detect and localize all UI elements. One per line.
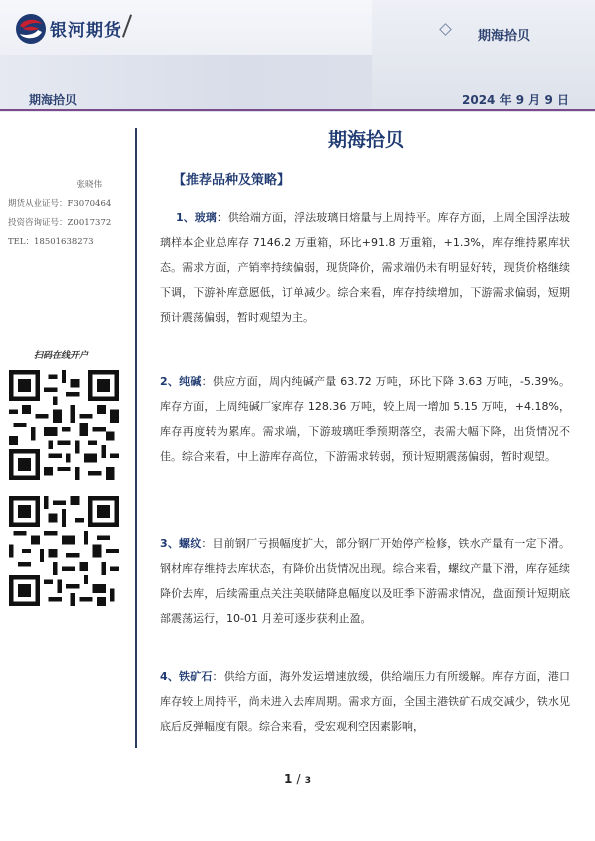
page-header [0,0,595,112]
qr-code-account-open[interactable] [9,370,119,480]
logo-slash [122,14,132,37]
item-number: 4、 [160,670,180,683]
analyst-name: 张晓伟 [76,180,102,190]
item-name: 纯碱 [179,375,202,388]
strategy-item-iron-ore [160,664,570,739]
item-text: ：供给端方面，浮法玻璃日熔量与上周持平。库存方面，上周全国浮法玻璃样本企业总库存 7146.2 万重箱，环比+91.8 万重箱，+1.3%，库存维持累库状态。需求方面，产销率持续偏弱，现货降价，需求端仍未有明显好转，现货价格继续下调，下游补库意愿低，订单减少。综合来看，库存持续增加，下游需求偏弱，短期预计震荡偏弱，暂时观望为主。 [160,211,571,324]
total-pages: 3 [304,776,312,786]
item-number: 2、 [160,375,180,388]
page-title: 期海拾贝 [327,129,404,151]
strategy-item-glass [160,205,570,330]
sidebar-divider [135,128,137,748]
analyst-tel: TEL：18501638273 [8,237,94,247]
section-heading: 【推荐品种及策略】 [173,173,291,188]
header-divider [0,109,595,111]
qr-code-app-download[interactable] [9,496,119,606]
analyst-contact [8,176,124,252]
advisor-license: 投资咨询证号：Z0017372 [8,218,112,228]
header-brand-title: 期海拾贝 [478,29,531,44]
scan-label: 扫码在线开户 [34,351,89,361]
header-report-name: 期海拾贝 [29,93,78,107]
item-text: ：供应方面，周内纯碱产量 63.72 万吨，环比下降 3.63 万吨，-5.39%。库存方面，上周纯碱厂家库存 128.36 万吨，较上周一增加 5.15 万吨，+4.18%，库存再度转为累库。需求端，下游玻璃旺季预期落空，表需大幅下降，出货情况不佳。综合来看，中上游库存高位，下游需求转弱，预计短期震荡偏弱，暂时观望。 [160,375,570,463]
item-name: 玻璃 [194,211,217,224]
item-text: ：目前钢厂亏损幅度扩大，部分钢厂开始停产检修，铁水产量有一定下滑。钢材库存维持去库状态，有降价出货情况出现。综合来看，螺纹产量下滑，库存延续降价去库，后续需重点关注美联储降息幅度以及旺季下游需求情况，盘面预计短期底部震荡运行，10-01 月差可逐步获利止盈。 [160,537,571,625]
strategy-item-soda-ash [160,369,570,469]
header-date: 2024 年 9 月 9 日 [462,93,569,107]
current-page: 1 [283,772,293,786]
galaxy-logo-icon [14,12,48,46]
item-name: 螺纹 [179,537,202,550]
item-number: 1、 [176,211,195,224]
strategy-item-rebar [160,531,570,631]
futures-license: 期货从业证号：F3070464 [8,199,112,209]
page-separator: / [296,772,301,786]
item-text: ：供给方面，海外发运增速放缓，供给端压力有所缓解。库存方面，港口库存较上周持平，尚未进入去库周期。需求方面，全国主港铁矿石成交减少，铁水见底后反弹幅度有限。综合来看，受宏观利空因素影响， [160,670,571,733]
item-number: 3、 [160,537,180,550]
logo-text: 银河期货 [50,21,122,41]
page-indicator [0,772,595,786]
item-name: 铁矿石 [179,670,213,683]
